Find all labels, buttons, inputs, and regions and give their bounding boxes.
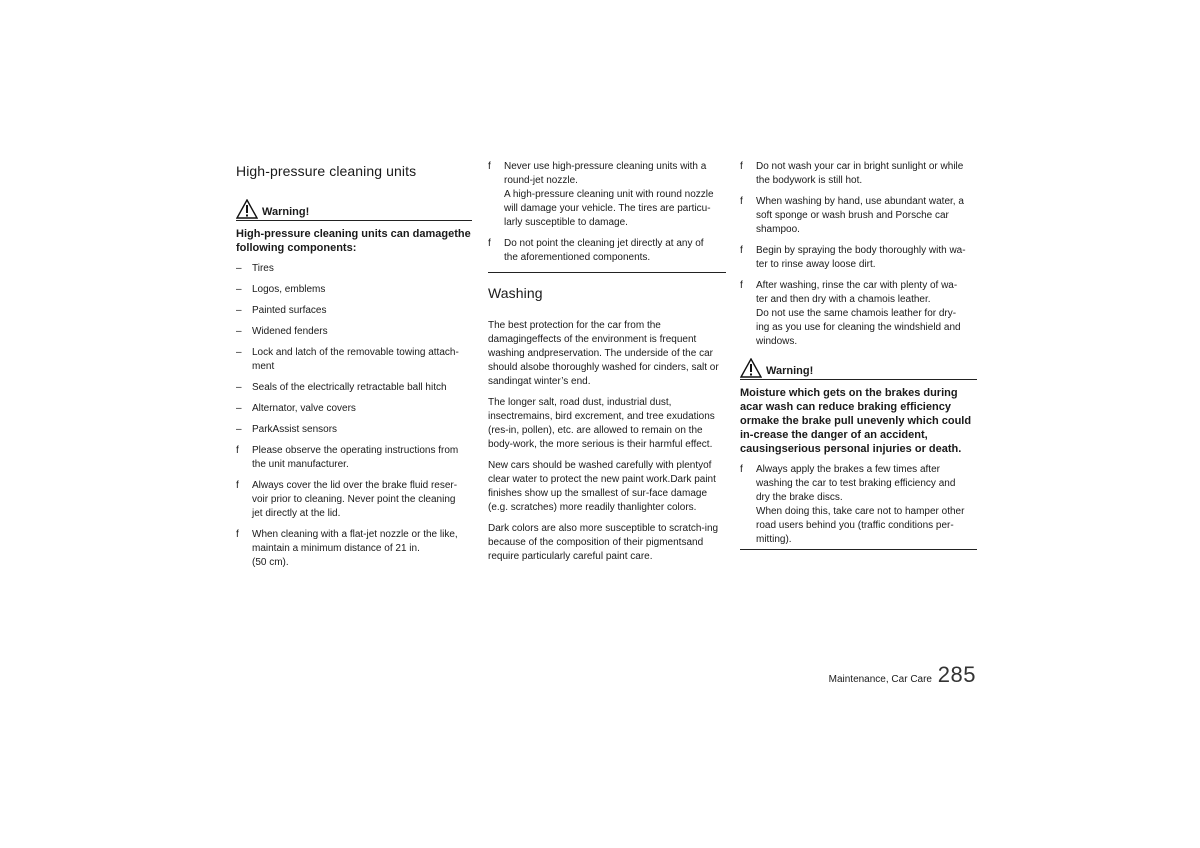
text-line: washing the car to test braking efficiency and xyxy=(756,478,956,489)
f-bullet: f xyxy=(740,196,743,207)
list-item xyxy=(236,402,472,416)
list-item-text xyxy=(756,195,977,237)
f-bullet: f xyxy=(488,161,491,172)
text-line: Logos, emblems xyxy=(252,284,326,295)
text-line: The longer salt, road dust, industrial dust, insect xyxy=(488,397,672,422)
dash-bullet: – xyxy=(236,263,242,274)
text-line: effects of the environment is frequent washing and xyxy=(488,334,697,359)
text-line: When cleaning with a flat-jet nozzle or the like, xyxy=(252,529,458,540)
text-line: work, the more serious is their harmful effect. xyxy=(513,439,713,450)
text-line: serious personal injuries or death. xyxy=(781,443,962,455)
paragraph xyxy=(488,459,726,515)
section-heading-high-pressure: High-pressure cleaning units xyxy=(236,163,417,179)
text-line: Widened fenders xyxy=(252,326,328,337)
list-item-text xyxy=(252,402,472,416)
section-divider xyxy=(740,549,977,550)
text-line: be thoroughly washed for cinders, salt or sanding xyxy=(488,362,719,387)
text-line: Tires xyxy=(252,263,274,274)
text-line: windows. xyxy=(756,336,798,347)
list-item xyxy=(740,244,977,272)
text-line: dry the brake discs. xyxy=(756,492,843,503)
text-line: mitting). xyxy=(756,534,792,545)
text-line: ter to rinse away loose dirt. xyxy=(756,259,876,270)
list-item-text xyxy=(756,463,977,547)
text-line: A high-pressure cleaning unit with round nozzle xyxy=(504,189,714,200)
list-item xyxy=(236,283,472,297)
text-line: After washing, rinse the car with plenty of wa- xyxy=(756,280,958,291)
instruction-list xyxy=(740,160,977,349)
text-line: Begin by spraying the body thoroughly with wa- xyxy=(756,245,966,256)
list-item-text xyxy=(252,423,472,437)
list-item-text xyxy=(252,325,472,339)
component-list xyxy=(236,262,472,437)
washing-paragraphs xyxy=(488,319,726,564)
text-line: car wash can reduce braking efficiency or xyxy=(740,401,951,427)
text-line: shampoo. xyxy=(756,224,800,235)
text-line: Do not point the cleaning jet directly at any of xyxy=(504,238,704,249)
warning-label: Warning! xyxy=(262,206,310,218)
dash-bullet: – xyxy=(236,284,242,295)
text-line: and require particularly careful paint care. xyxy=(488,537,704,562)
list-item xyxy=(236,528,472,570)
f-bullet: f xyxy=(740,280,743,291)
warning-text xyxy=(740,386,977,456)
column-washing-cont xyxy=(740,160,977,550)
instruction-list xyxy=(740,463,977,547)
text-line: the unit manufacturer. xyxy=(252,459,349,470)
text-line: preservation. The underside of the car should also xyxy=(488,348,713,373)
list-item-text xyxy=(252,444,472,472)
text-line: Dark paint finishes show up the smallest of sur- xyxy=(488,474,716,499)
list-item xyxy=(236,444,472,472)
list-item xyxy=(236,262,472,276)
list-item-text xyxy=(252,283,472,297)
dash-bullet: – xyxy=(236,403,242,414)
list-item-text xyxy=(252,528,472,570)
text-line: face damage (e.g. scratches) more readily than xyxy=(488,488,708,513)
text-line: Do not wash your car in bright sunlight or while xyxy=(756,161,964,172)
text-line: New cars should be washed carefully with plenty xyxy=(488,460,704,471)
text-line: voir prior to cleaning. Never point the cleaning xyxy=(252,494,456,505)
section-heading-washing: Washing xyxy=(488,285,543,301)
list-item-text xyxy=(252,262,472,276)
f-bullet: f xyxy=(488,238,491,249)
list-item xyxy=(488,237,726,265)
text-line: the bodywork is still hot. xyxy=(756,175,863,186)
text-line: maintain a minimum distance of 21 in. xyxy=(252,543,420,554)
text-line: the aforementioned components. xyxy=(504,252,651,263)
list-item xyxy=(488,160,726,230)
list-item xyxy=(740,195,977,237)
dash-bullet: – xyxy=(236,347,242,358)
text-line: larly susceptible to damage. xyxy=(504,217,628,228)
text-line: Always cover the lid over the brake fluid reser- xyxy=(252,480,458,491)
list-item xyxy=(740,463,977,547)
list-item-text xyxy=(756,279,977,349)
dash-bullet: – xyxy=(236,424,242,435)
text-line: round-jet nozzle. xyxy=(504,175,578,186)
text-line: Please observe the operating instructions from xyxy=(252,445,459,456)
text-line: Moisture which gets on the brakes during a xyxy=(740,387,958,413)
list-item xyxy=(236,346,472,374)
paragraph xyxy=(488,319,726,389)
footer-section-label: Maintenance, Car Care xyxy=(828,674,932,685)
instruction-list xyxy=(488,160,726,265)
text-line: at winter’s end. xyxy=(523,376,591,387)
paragraph xyxy=(488,396,726,452)
text-line: Lock and latch of the removable towing attach- xyxy=(252,347,459,358)
text-line: (50 cm). xyxy=(252,557,289,568)
text-line: ter and then dry with a chamois leather. xyxy=(756,294,931,305)
f-bullet: f xyxy=(236,529,239,540)
warning-text xyxy=(236,227,472,255)
warning-header xyxy=(236,197,472,221)
text-line: ParkAssist sensors xyxy=(252,424,338,435)
text-line: Never use high-pressure cleaning units with a xyxy=(504,161,707,172)
text-line: crease the danger of an accident, causing xyxy=(740,429,928,455)
text-line: ing as you use for cleaning the windshield and xyxy=(756,322,961,333)
list-item xyxy=(740,279,977,349)
text-line: Do not use the same chamois leather for dry- xyxy=(756,308,957,319)
paragraph xyxy=(488,522,726,564)
text-line: road users behind you (traffic conditions per- xyxy=(756,520,954,531)
f-bullet: f xyxy=(740,464,743,475)
warning-header xyxy=(740,356,977,380)
page-number: 285 xyxy=(937,662,976,687)
list-item-text xyxy=(252,381,472,395)
page-footer xyxy=(820,660,980,690)
text-line: make the brake pull unevenly which could in- xyxy=(740,415,972,441)
text-line: ing because of the composition of their pigments xyxy=(488,523,719,548)
text-line: When doing this, take care not to hamper other xyxy=(756,506,965,517)
text-line: The best protection for the car from the damaging xyxy=(488,320,661,345)
text-line: will damage your vehicle. The tires are particu- xyxy=(504,203,711,214)
text-line: Seals of the electrically retractable ball hitch xyxy=(252,382,447,393)
text-line: jet directly at the lid. xyxy=(252,508,341,519)
list-item xyxy=(740,160,977,188)
list-item-text xyxy=(756,160,977,188)
list-item-text xyxy=(504,160,726,230)
dash-bullet: – xyxy=(236,382,242,393)
text-line: Always apply the brakes a few times after xyxy=(756,464,940,475)
f-bullet: f xyxy=(236,480,239,491)
text-line: of clear water to protect the new paint work. xyxy=(488,460,712,485)
list-item xyxy=(236,304,472,318)
list-item xyxy=(236,381,472,395)
list-item xyxy=(236,423,472,437)
dash-bullet: – xyxy=(236,326,242,337)
text-line: lighter colors. xyxy=(636,502,697,513)
text-line: When washing by hand, use abundant water, a xyxy=(756,196,964,207)
list-item xyxy=(236,325,472,339)
list-item-text xyxy=(252,479,472,521)
f-bullet: f xyxy=(236,445,239,456)
list-item-text xyxy=(252,304,472,318)
text-line: the following components: xyxy=(236,228,471,254)
text-line: High-pressure cleaning units can damage xyxy=(236,228,455,240)
f-bullet: f xyxy=(740,245,743,256)
column-washing xyxy=(488,160,726,571)
text-line: soft sponge or wash brush and Porsche car xyxy=(756,210,949,221)
section-divider xyxy=(488,272,726,273)
list-item-text xyxy=(252,346,472,374)
list-item xyxy=(236,479,472,521)
warning-label: Warning! xyxy=(766,365,814,377)
text-line: Painted surfaces xyxy=(252,305,327,316)
warning-triangle-icon xyxy=(740,358,762,378)
list-item-text xyxy=(504,237,726,265)
column-high-pressure xyxy=(236,160,472,577)
text-line: in, pollen), etc. are allowed to remain on the body- xyxy=(488,425,703,450)
f-bullet: f xyxy=(740,161,743,172)
text-line: Alternator, valve covers xyxy=(252,403,356,414)
dash-bullet: – xyxy=(236,305,242,316)
warning-triangle-icon xyxy=(236,199,258,219)
list-item-text xyxy=(756,244,977,272)
instruction-list xyxy=(236,444,472,570)
text-line: Dark colors are also more susceptible to scratch- xyxy=(488,523,705,534)
text-line: remains, bird excrement, and tree exudations (res- xyxy=(488,411,715,436)
text-line: ment xyxy=(252,361,275,372)
